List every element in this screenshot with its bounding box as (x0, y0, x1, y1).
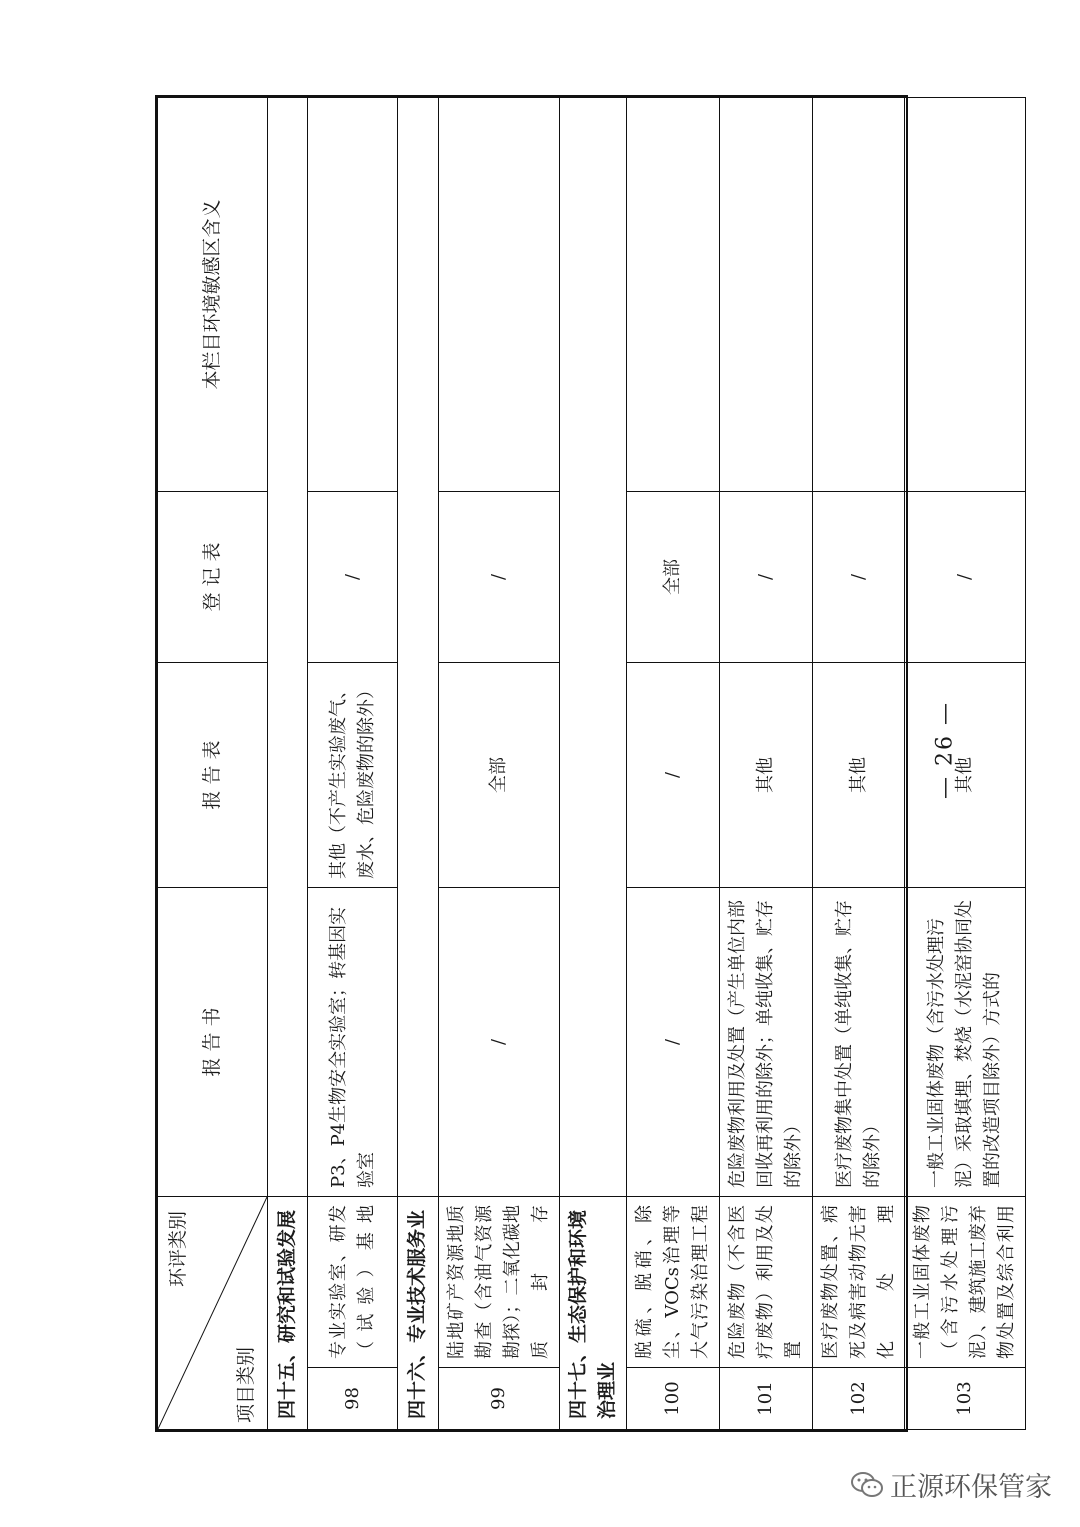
sensitive-cell (812, 98, 905, 492)
watermark-text: 正源环保管家 (890, 1472, 1052, 1503)
table-row (905, 98, 1026, 1430)
table-header-row (158, 98, 268, 1430)
category-row (268, 98, 308, 1430)
report-book-cell: 一般工业固体废物（含污水处理污泥）采取填埋、焚烧（水泥窑协同处置的改造项目除外）方式的 (905, 888, 1026, 1197)
page-number-text: — 26 — (932, 701, 958, 799)
category-filler (559, 98, 627, 1197)
header-register-form: 登 记 表 (158, 492, 268, 663)
header-eia-category: 环评类别 (167, 1211, 189, 1288)
report-book-cell: 危险废物利用及处置（产生单位内部回收再利用的除外；单纯收集、贮存的除外） (720, 888, 813, 1197)
table-row (308, 98, 398, 1430)
row-number: 99 (439, 1368, 560, 1430)
table-row (812, 98, 905, 1430)
category-filler (268, 98, 308, 1197)
report-book-cell: / (439, 888, 560, 1197)
report-form-cell: 其他（不产生实验废气、废水、危险废物的除外） (308, 663, 398, 888)
report-form-cell: 全部 (439, 663, 560, 888)
project-name: 专业实验室、研发（试验）基地 (308, 1197, 398, 1368)
report-form-cell: 其他 (905, 663, 1026, 888)
page-number (930, 701, 960, 799)
header-project-category: 项目类别 (234, 1346, 257, 1423)
report-book-cell: 医疗废物集中处置（单纯收集、贮存的除外） (812, 888, 905, 1197)
project-name: 危险废物（不含医疗废物）利用及处置 (720, 1197, 813, 1368)
row-number: 98 (308, 1368, 398, 1430)
report-book-cell: / (627, 888, 720, 1197)
sensitive-cell (720, 98, 813, 492)
table-row (627, 98, 720, 1430)
register-cell: / (439, 492, 560, 663)
category-row (559, 98, 627, 1430)
sensitive-cell (905, 98, 1026, 492)
sensitive-cell (308, 98, 398, 492)
report-form-cell: / (627, 663, 720, 888)
header-report-book: 报 告 书 (158, 888, 268, 1197)
register-cell: 全部 (627, 492, 720, 663)
report-form-cell: 其他 (812, 663, 905, 888)
register-cell: / (308, 492, 398, 663)
category-filler (398, 98, 439, 1197)
register-cell: / (812, 492, 905, 663)
category-label: 四十五、研究和试验发展 (268, 1197, 308, 1430)
table-row (439, 98, 560, 1430)
watermark (850, 1465, 1052, 1504)
header-report-form: 报 告 表 (158, 663, 268, 888)
sensitive-cell (439, 98, 560, 492)
header-diagonal-cell (158, 1197, 268, 1430)
project-name: 一般工业固体废物（含污水处理污泥）、建筑施工废弃物处置及综合利用 (905, 1197, 1026, 1368)
row-number: 102 (812, 1368, 905, 1430)
wechat-icon (850, 1470, 884, 1500)
row-number: 100 (627, 1368, 720, 1430)
register-cell: / (905, 492, 1026, 663)
report-form-cell: 其他 (720, 663, 813, 888)
sensitive-cell (627, 98, 720, 492)
category-label: 四十七、生态保护和环境治理业 (559, 1197, 627, 1430)
category-row (398, 98, 439, 1430)
table-row (720, 98, 813, 1430)
project-name: 脱硫、脱硝、除尘、VOCs治理等大气污染治理工程 (627, 1197, 720, 1368)
category-label: 四十六、专业技术服务业 (398, 1197, 439, 1430)
register-cell: / (720, 492, 813, 663)
eia-classification-table (157, 97, 1026, 1430)
row-number: 101 (720, 1368, 813, 1430)
report-book-cell: P3、P4生物安全实验室；转基因实验室 (308, 888, 398, 1197)
header-sensitive-area: 本栏目环境敏感区含义 (158, 98, 268, 492)
project-name: 医疗废物处置、病死及病害动物无害化处理 (812, 1197, 905, 1368)
row-number: 103 (905, 1368, 1026, 1430)
project-name: 陆地矿产资源地质勘查（含油气资源勘探）；二氧化碳地质封存 (439, 1197, 560, 1368)
